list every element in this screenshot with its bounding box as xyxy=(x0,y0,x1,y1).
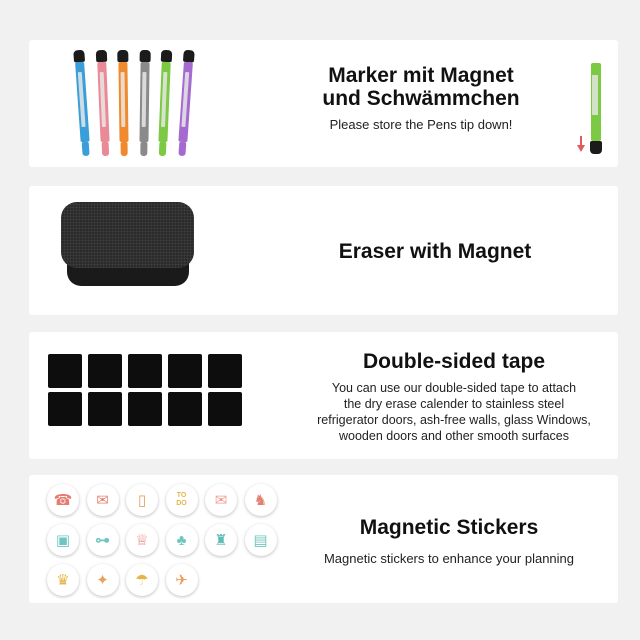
birthday-cake-icon: ♛ xyxy=(56,571,70,589)
eraser-card xyxy=(29,186,618,315)
markers-title-line1: Marker mit Magnet xyxy=(328,64,514,87)
marker-pen xyxy=(117,50,130,158)
markers-title-line2: und Schwämmchen xyxy=(322,87,520,110)
envelope-heart-icon: ✉ xyxy=(96,491,109,509)
tape-square xyxy=(208,354,242,388)
tooth-icon: ♕ xyxy=(135,531,149,549)
tape-square xyxy=(48,354,82,388)
airplane-icon: ✈ xyxy=(175,571,188,589)
sticker xyxy=(166,564,198,596)
sticker xyxy=(47,564,79,596)
marker-pen xyxy=(157,50,173,158)
tape-description-line: You can use our double-sided tape to attach xyxy=(331,381,577,395)
dog-icon: ♞ xyxy=(253,491,268,509)
sticker xyxy=(126,564,158,596)
sticker xyxy=(47,484,79,516)
party-popper-icon: ✦ xyxy=(96,571,109,589)
markers-description: Please store the Pens tip down! xyxy=(329,117,513,132)
document-icon: ▤ xyxy=(253,531,268,549)
sticker xyxy=(245,484,277,516)
stickers-description: Magnetic stickers to enhance your planning xyxy=(323,551,575,566)
stickers-title: Magnetic Stickers xyxy=(359,516,539,539)
sticker xyxy=(205,484,237,516)
tape-square xyxy=(208,392,242,426)
marker-pen xyxy=(176,50,195,159)
sticker xyxy=(126,524,158,556)
sticker xyxy=(126,484,158,516)
sticker xyxy=(245,524,277,556)
tape-title: Double-sided tape xyxy=(362,350,546,373)
tape-square xyxy=(48,392,82,426)
markers-card xyxy=(29,40,618,167)
tape-square xyxy=(128,392,162,426)
sticker xyxy=(87,564,119,596)
stickers-card xyxy=(29,475,618,603)
tape-square xyxy=(128,354,162,388)
sticker xyxy=(166,524,198,556)
tape-square xyxy=(168,354,202,388)
tape-square xyxy=(88,354,122,388)
vibrating-phone-icon: ▯ xyxy=(137,491,147,509)
tape-description-line: refrigerator doors, ash-free walls, glass Windows, xyxy=(317,413,591,427)
tape-description-line: wooden doors and other smooth surfaces xyxy=(339,429,569,443)
eraser-image xyxy=(61,202,194,288)
tape-square xyxy=(88,392,122,426)
tape-square xyxy=(168,392,202,426)
sticker xyxy=(205,524,237,556)
tape-description xyxy=(289,380,619,444)
todo-text-icon: TO DO xyxy=(176,492,187,507)
tape-description-line: the dry erase calender to stainless steel xyxy=(343,397,565,411)
sticker xyxy=(166,484,198,516)
beach-umbrella-icon: ☂ xyxy=(135,571,149,589)
eraser-title: Eraser with Magnet xyxy=(338,240,532,263)
down-arrow-icon xyxy=(577,136,585,152)
sticker xyxy=(87,524,119,556)
marker-pen xyxy=(73,50,92,159)
tape-card xyxy=(29,332,618,459)
marker-pen xyxy=(95,50,111,158)
spray-bottle-icon: ♜ xyxy=(214,531,228,549)
dumbbell-icon: ⊶ xyxy=(95,531,110,549)
sticker xyxy=(87,484,119,516)
sprout-icon: ♣ xyxy=(176,531,187,549)
marker-pen xyxy=(138,50,151,158)
sticker xyxy=(47,524,79,556)
phone-icon: ☎ xyxy=(53,491,73,509)
gift-icon: ▣ xyxy=(55,531,71,549)
side-marker-image xyxy=(590,63,602,155)
markers-title xyxy=(291,64,551,110)
mail-icon: ✉ xyxy=(214,491,228,509)
